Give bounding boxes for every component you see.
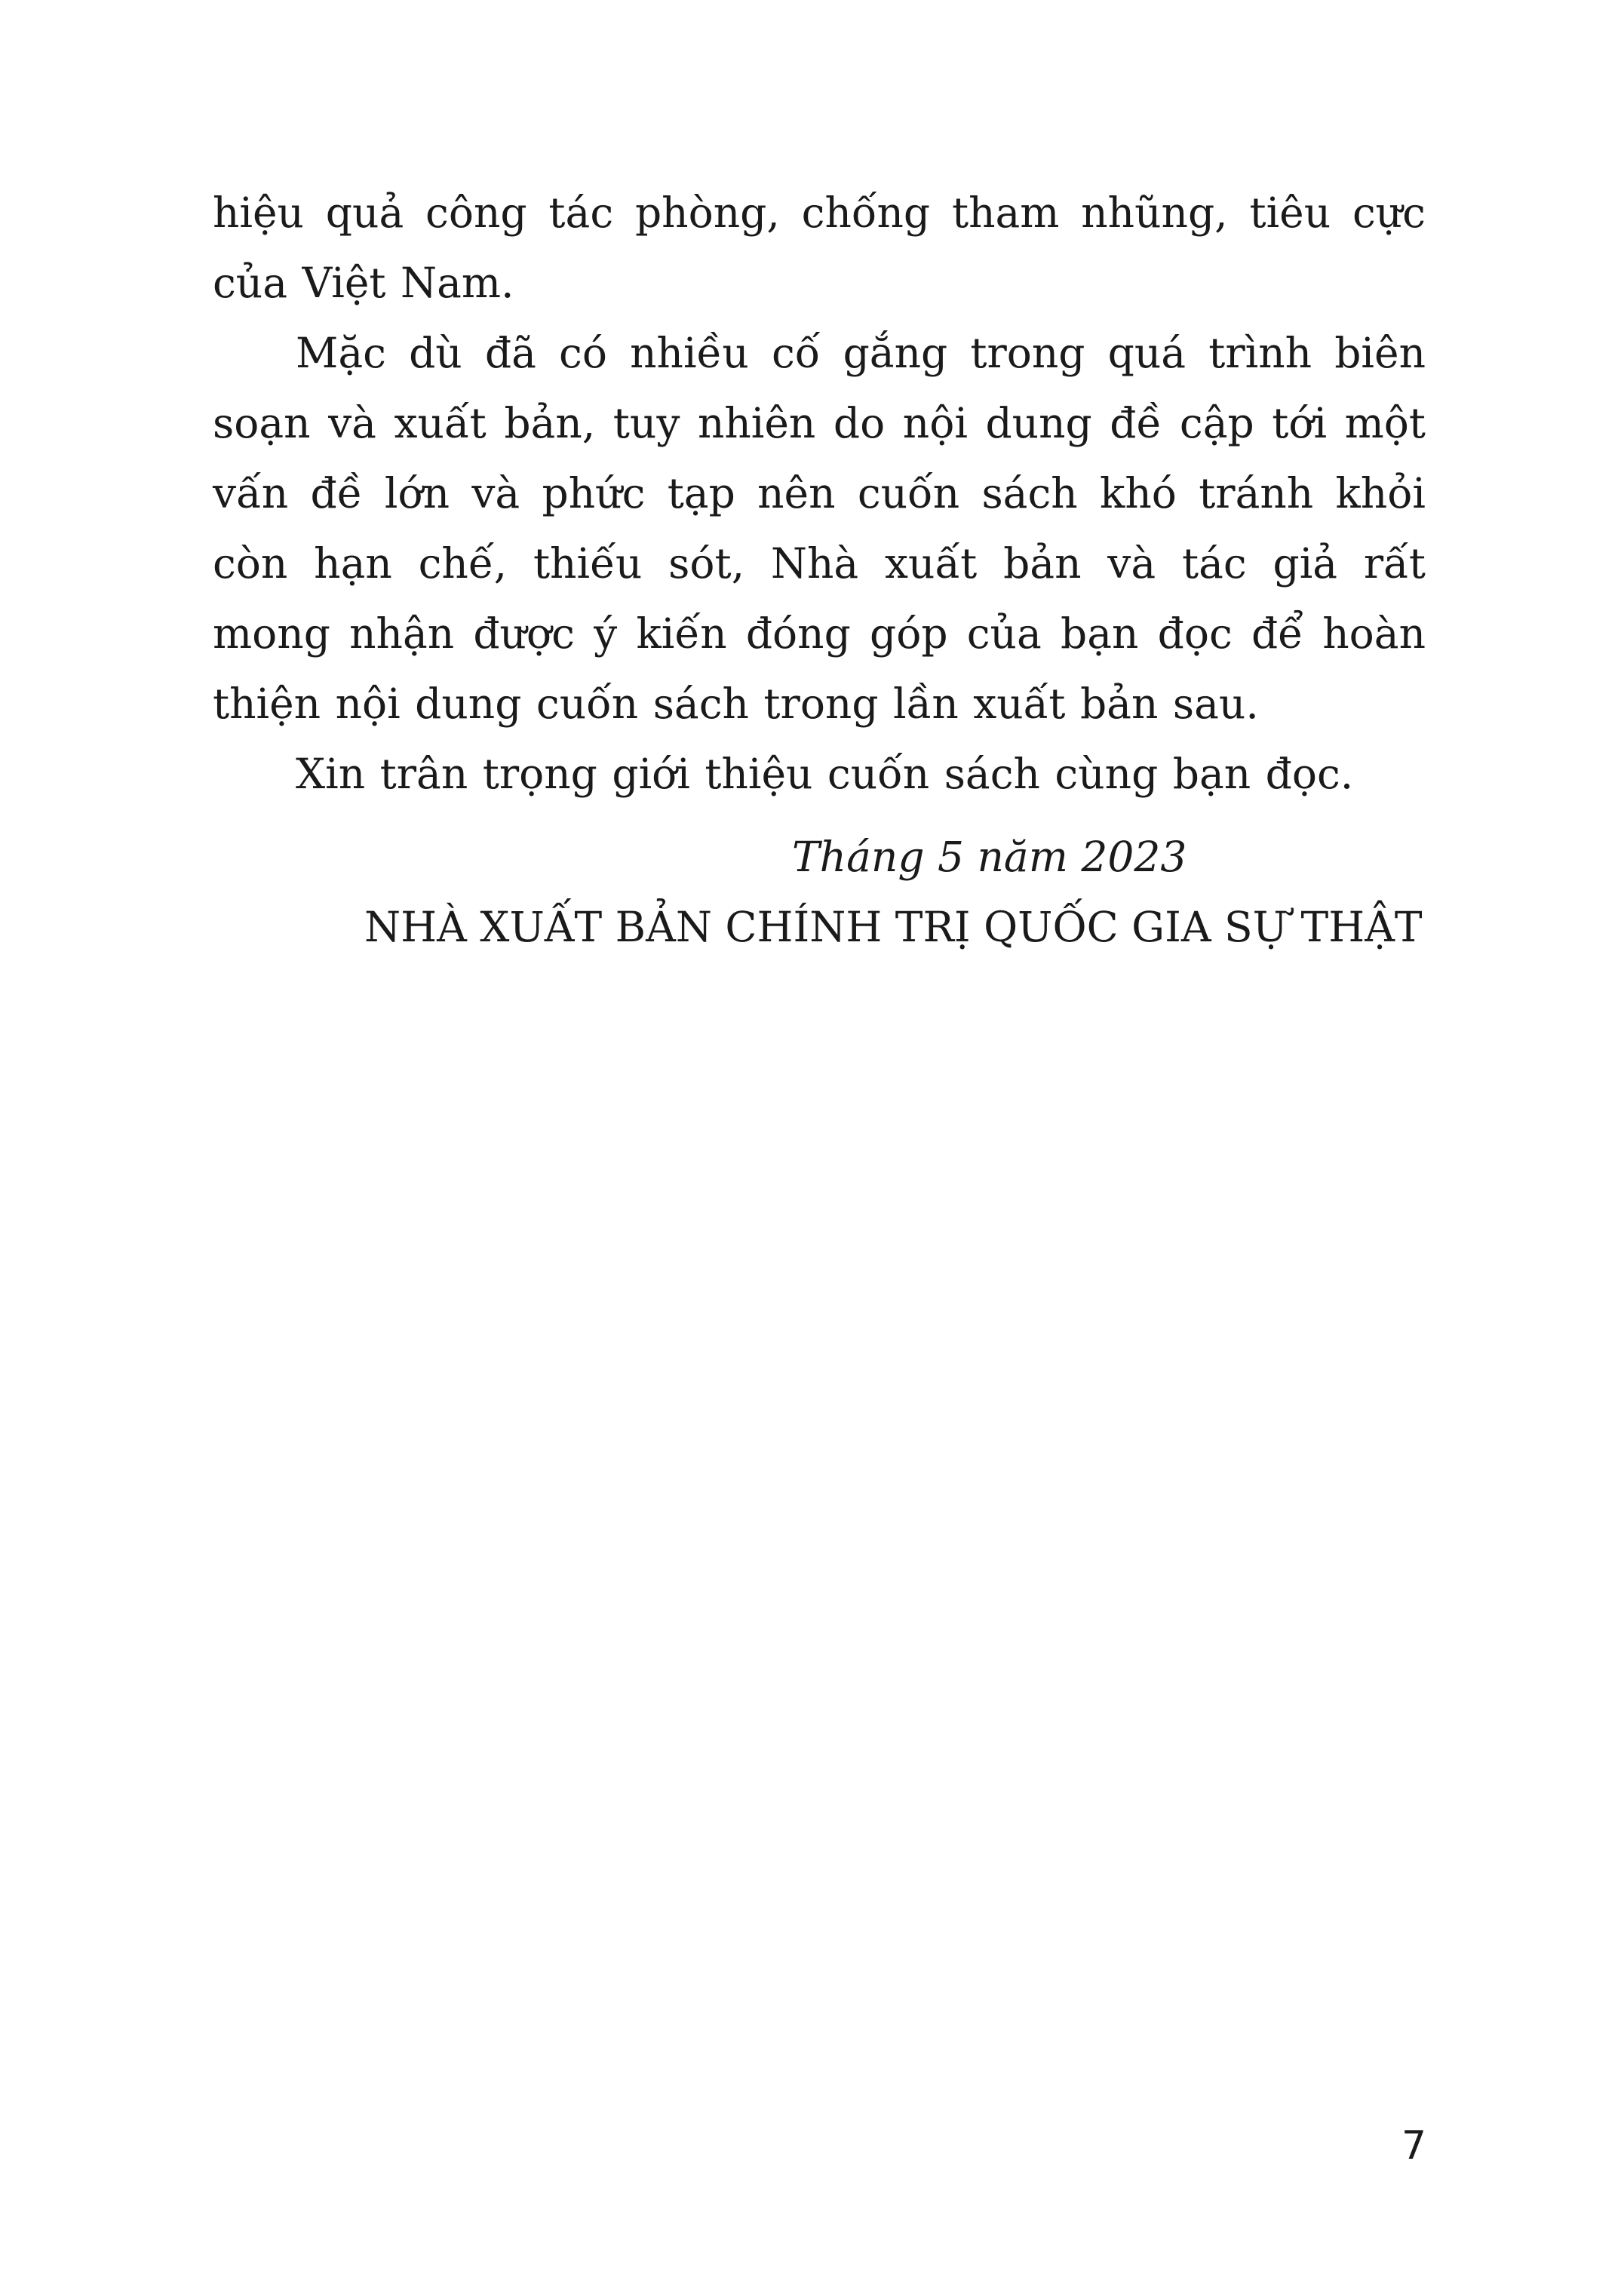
paragraph-limitations: Mặc dù đã có nhiều cố gắng trong quá trình biên soạn và xuất bản, tuy nhiên do nội dung đề cập tới một vấn đề lớn và phức tạp nên cuốn sách khó tránh khỏi còn hạn chế, thiếu sót, Nhà xuất bản và tác giả rất mong nhận được ý kiến đóng góp của bạn đọc để hoàn thiện nội dung cuốn sách trong lần xuất bản sau. <box>213 329 1426 728</box>
page-number: 7 <box>1401 2123 1427 2169</box>
signature-publisher: NHÀ XUẤT BẢN CHÍNH TRỊ QUỐC GIA SỰ THẬT <box>364 903 1423 951</box>
body-text <box>213 178 1426 809</box>
paragraph-introduction: Xin trân trọng giới thiệu cuốn sách cùng bạn đọc. <box>296 750 1354 798</box>
paragraph-continuation: hiệu quả công tác phòng, chống tham nhũng, tiêu cực của Việt Nam. <box>213 189 1426 307</box>
signature-date: Tháng 5 năm 2023 <box>792 833 1187 881</box>
